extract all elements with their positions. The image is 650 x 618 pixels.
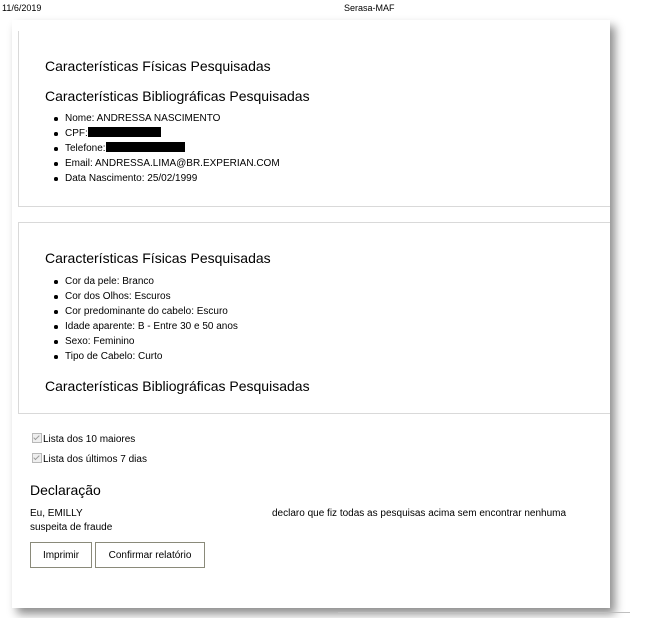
list-item: Cor dos Olhos: Escuros <box>65 289 238 304</box>
physical-heading: Características Físicas Pesquisadas <box>45 58 271 74</box>
list-item: Cor predominante do cabelo: Escuro <box>65 304 238 319</box>
list-item: CPF: <box>65 126 280 141</box>
checkbox-checked-icon[interactable] <box>32 453 42 463</box>
print-title: Serasa-MAF <box>344 3 395 13</box>
print-date: 11/6/2019 <box>2 3 42 13</box>
bibliographic-heading: Características Bibliográficas Pesquisadas <box>45 88 310 104</box>
checkbox-label: Lista dos 10 maiores <box>43 434 136 445</box>
checkbox-label: Lista dos últimos 7 dias <box>43 454 147 465</box>
list-item: Sexo: Feminino <box>65 334 238 349</box>
list-item: Email: ANDRESSA.LIMA@BR.EXPERIAN.COM <box>65 158 280 169</box>
redaction-bar <box>106 142 185 152</box>
redaction-bar <box>88 127 161 137</box>
print-button[interactable]: Imprimir <box>30 542 92 568</box>
list-item: Tipo de Cabelo: Curto <box>65 349 238 364</box>
list-item: Telefone: <box>65 141 280 156</box>
list-item: Idade aparente: B - Entre 30 e 50 anos <box>65 321 238 332</box>
physical-heading: Características Físicas Pesquisadas <box>45 250 271 266</box>
search-panel-bibliographic <box>18 31 610 207</box>
checkbox-last7days[interactable] <box>32 453 147 467</box>
checkbox-top10[interactable] <box>32 433 135 447</box>
list-item: Nome: ANDRESSA NASCIMENTO <box>65 111 280 126</box>
confirm-report-button[interactable]: Confirmar relatório <box>95 542 205 568</box>
bibliographic-list <box>65 111 280 186</box>
list-item: Data Nascimento: 25/02/1999 <box>65 171 280 186</box>
list-item: Cor da pele: Branco <box>65 274 238 289</box>
search-panel-physical <box>18 222 610 414</box>
physical-list <box>65 274 238 364</box>
checkbox-checked-icon[interactable] <box>32 433 42 443</box>
declaration-prefix: Eu, EMILLY <box>30 508 83 519</box>
declaration-continuation: suspeita de fraude <box>30 522 113 533</box>
declaration-title: Declaração <box>30 482 101 498</box>
page-divider <box>338 612 630 613</box>
declaration-statement: declaro que fiz todas as pesquisas acima sem encontrar nenhuma <box>272 508 567 519</box>
print-header <box>0 0 650 16</box>
bibliographic-heading: Características Bibliográficas Pesquisadas <box>45 378 310 394</box>
report-page <box>12 20 610 608</box>
